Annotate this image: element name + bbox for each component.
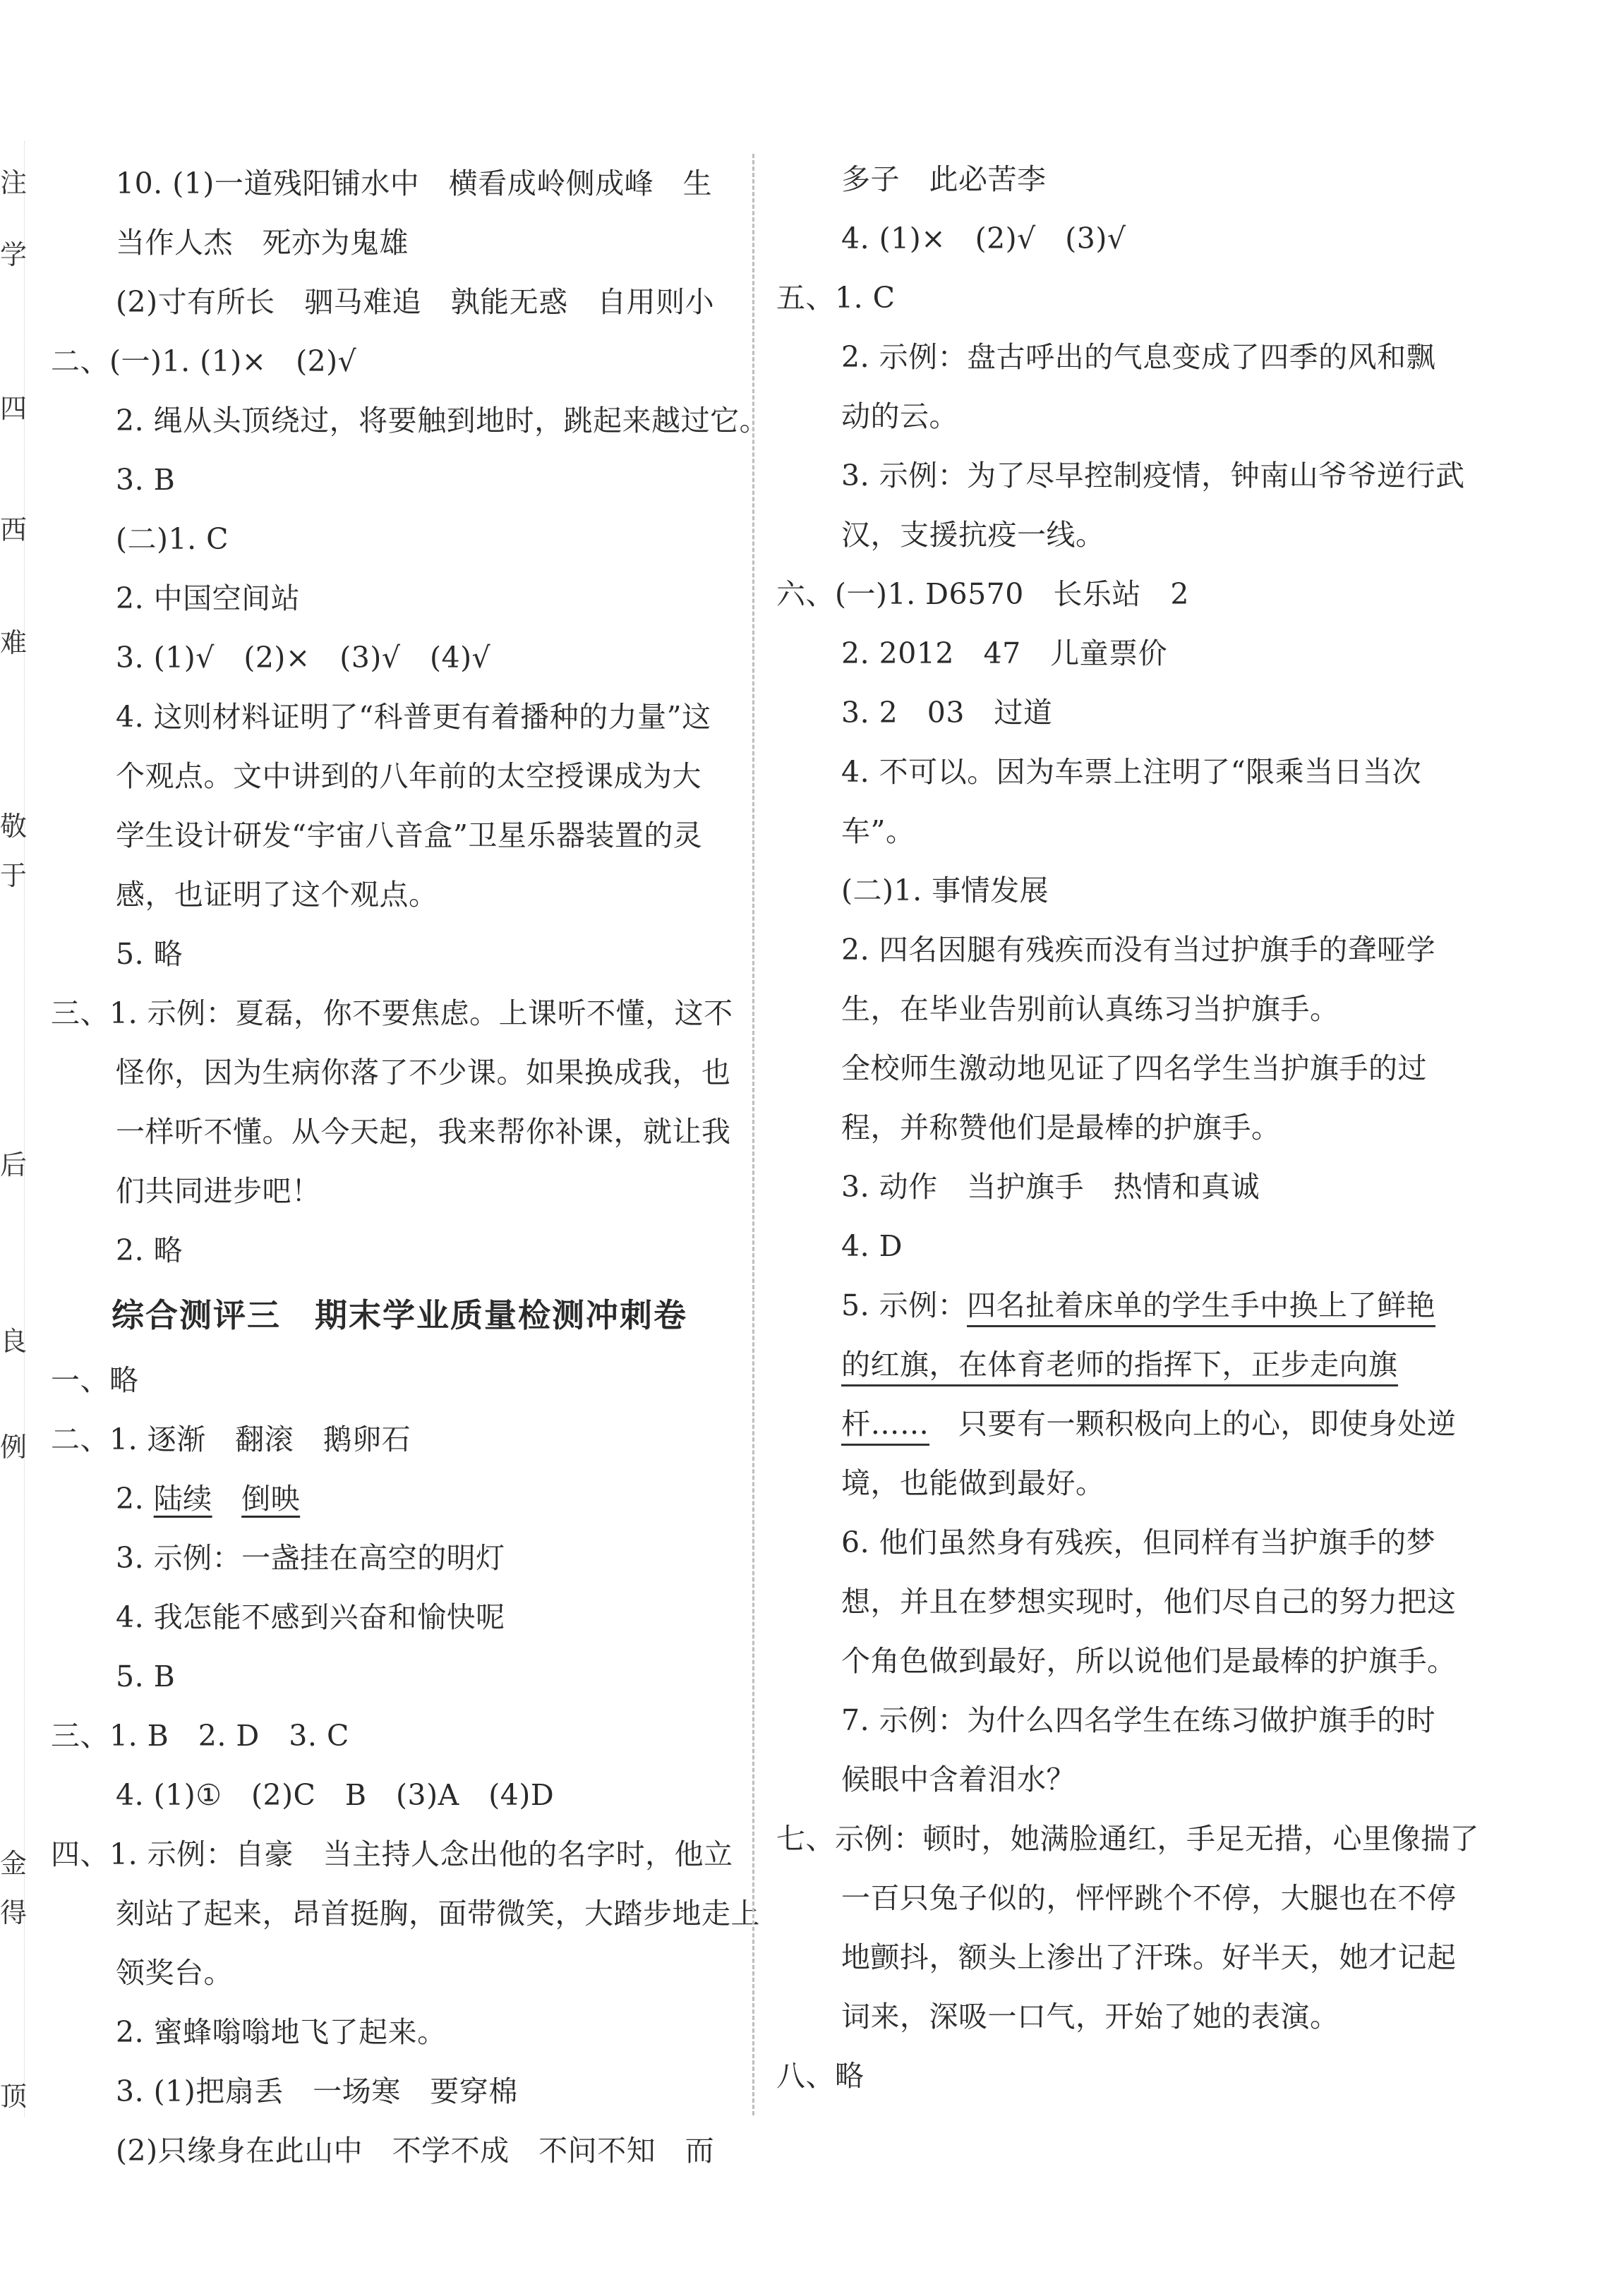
answer-line — [776, 1276, 1482, 1335]
line-text: 2. 略 — [116, 1233, 183, 1267]
margin-fragment: 例 — [0, 1432, 28, 1463]
margin-fragment: 顶 — [0, 2081, 28, 2112]
line-text: 想，并且在梦想实现时，他们尽自己的努力把这 — [841, 1585, 1457, 1619]
answer-line — [776, 1216, 1482, 1276]
answer-line — [51, 569, 749, 628]
line-text: 们共同进步吧！ — [116, 1174, 321, 1208]
margin-fragment: 良 — [0, 1326, 28, 1357]
answer-line — [776, 268, 1482, 327]
line-text: 动的云。 — [841, 399, 958, 433]
answer-line — [51, 391, 769, 450]
answer-line — [51, 1706, 749, 1765]
answer-line — [51, 450, 749, 509]
answer-line — [776, 742, 1482, 802]
line-text: 3. 动作 当护旗手 热情和真诚 — [841, 1170, 1260, 1204]
line-text — [212, 1482, 242, 1516]
line-text: 2. 四名因腿有残疾而没有当过护旗手的聋哑学 — [841, 933, 1436, 967]
line-text: 怪你，因为生病你落了不少课。如果换成我，也 — [116, 1056, 731, 1089]
answer-line — [776, 1750, 1482, 1809]
line-text: 2. — [116, 1482, 154, 1516]
answer-line — [51, 1943, 749, 2002]
answer-line — [51, 1765, 749, 1825]
line-text: 3. 示例：一盏挂在高空的明灯 — [116, 1541, 505, 1575]
answer-line — [776, 683, 1482, 742]
line-text: 四、1. 示例：自豪 当主持人念出他的名字时，他立 — [51, 1837, 733, 1871]
margin-fragment: 得 — [0, 1897, 28, 1928]
line-text: 2. 蜜蜂嗡嗡地飞了起来。 — [116, 2015, 447, 2049]
answer-line — [51, 1161, 749, 1221]
line-text: 领奖台。 — [116, 1956, 233, 1990]
answer-line — [776, 1157, 1482, 1216]
answer-line — [776, 327, 1482, 387]
answer-line — [776, 1335, 1482, 1394]
line-text: 感，也证明了这个观点。 — [116, 878, 438, 912]
answer-line — [776, 920, 1482, 979]
line-text: 生，在毕业告别前认真练习当护旗手。 — [841, 992, 1339, 1026]
line-text: 车”。 — [841, 814, 915, 848]
line-text: 一样听不懂。从今天起，我来帮你补课，就让我 — [116, 1115, 731, 1149]
line-text: 学生设计研发“宇宙八音盒”卫星乐器装置的灵 — [116, 818, 703, 852]
answer-line — [51, 272, 749, 332]
answer-line — [51, 1469, 749, 1528]
line-text: 4. 不可以。因为车票上注明了“限乘当日当次 — [841, 755, 1422, 789]
line-text: 10. (1)一道残阳铺水中 横看成岭侧成峰 生 — [116, 167, 713, 200]
right-column — [776, 150, 1482, 2105]
margin-fragment: 难 — [0, 627, 28, 658]
margin-fragment: 四 — [0, 393, 28, 424]
answer-line — [51, 213, 749, 272]
line-text: 2. 2012 47 儿童票价 — [841, 636, 1168, 670]
answer-line — [51, 509, 749, 569]
line-text: 刻站了起来，昂首挺胸，面带微笑，大踏步地走上 — [116, 1897, 760, 1931]
answer-line — [51, 1410, 749, 1469]
answer-line — [776, 1513, 1482, 1572]
margin-fragment: 于 — [0, 860, 28, 891]
answer-line — [776, 2046, 1482, 2105]
answer-line — [51, 924, 749, 984]
line-text: 境，也能做到最好。 — [841, 1466, 1105, 1500]
line-text: 3. (1)把扇丢 一场寒 要穿棉 — [116, 2074, 518, 2108]
line-text: 全校师生激动地见证了四名学生当护旗手的过 — [841, 1051, 1427, 1085]
answer-line — [51, 984, 749, 1043]
answer-line — [776, 1098, 1482, 1157]
line-text: 3. 2 03 过道 — [841, 696, 1053, 730]
line-text: 多子 此必苦李 — [841, 162, 1047, 196]
line-text: 个观点。文中讲到的八年前的太空授课成为大 — [116, 759, 701, 793]
answer-line — [776, 446, 1482, 505]
margin-fragment: 学 — [0, 239, 28, 270]
line-text: 2. 示例：盘古呼出的气息变成了四季的风和飘 — [841, 340, 1436, 374]
answer-line — [51, 806, 749, 865]
answer-line — [51, 2121, 749, 2180]
line-text: 候眼中含着泪水？ — [841, 1763, 1076, 1796]
answer-line — [51, 2002, 749, 2062]
answer-line — [51, 687, 749, 747]
answer-line — [51, 1528, 749, 1588]
line-text: 五、1. C — [776, 281, 896, 315]
line-text: 一百只兔子似的，怦怦跳个不停，大腿也在不停 — [841, 1881, 1457, 1915]
answer-line — [51, 865, 749, 924]
line-text: 3. 示例：为了尽早控制疫情，钟南山爷爷逆行武 — [841, 459, 1465, 493]
answer-line — [776, 505, 1482, 564]
line-text: 4. D — [841, 1229, 903, 1263]
answer-line — [776, 1928, 1482, 1987]
answer-line — [51, 1647, 749, 1706]
answer-line — [51, 154, 749, 213]
answer-line — [776, 1454, 1482, 1513]
underlined-word: 倒映 — [241, 1482, 301, 1516]
margin-fragment: 西 — [0, 514, 28, 545]
answer-line — [776, 387, 1482, 446]
line-text: 2. 绳从头顶绕过，将要触到地时，跳起来越过它。 — [116, 404, 769, 437]
line-text: 一、略 — [51, 1363, 139, 1397]
answer-line — [51, 1825, 749, 1884]
answer-line — [776, 979, 1482, 1039]
binding-margin — [0, 141, 28, 2117]
answer-line — [776, 861, 1482, 920]
line-text: 4. (1)× (2)√ (3)√ — [841, 222, 1126, 255]
underlined-text: 的红旗，在体育老师的指挥下，正步走向旗 — [841, 1348, 1398, 1386]
line-text: 5. 示例： — [841, 1288, 968, 1322]
section-heading: 综合测评三 期末学业质量检测冲刺卷 — [112, 1296, 687, 1334]
line-text: 二、(一)1. (1)× (2)√ — [51, 344, 357, 378]
answer-line — [51, 2062, 749, 2121]
line-text: (2)寸有所长 驷马难追 孰能无惑 自用则小 — [116, 285, 715, 319]
answer-line — [51, 1221, 749, 1280]
answer-line — [776, 150, 1482, 209]
line-text: 二、1. 逐渐 翻滚 鹅卵石 — [51, 1422, 411, 1456]
line-text: 2. 中国空间站 — [116, 581, 301, 615]
line-text: 4. (1)① (2)C B (3)A (4)D — [116, 1778, 555, 1812]
line-text: 3. B — [116, 463, 176, 497]
underlined-word: 陆续 — [153, 1482, 212, 1516]
answer-line — [776, 1631, 1482, 1691]
answer-line — [51, 1102, 749, 1161]
line-text: 词来，深吸一口气，开始了她的表演。 — [841, 2000, 1339, 2034]
line-text: 地颤抖，额头上渗出了汗珠。好半天，她才记起 — [841, 1940, 1457, 1974]
answer-line — [51, 1351, 749, 1410]
line-text: 7. 示例：为什么四名学生在练习做护旗手的时 — [841, 1703, 1436, 1737]
line-text: 汉，支援抗疫一线。 — [841, 518, 1105, 552]
margin-fragment: 注 — [0, 167, 28, 198]
answer-line — [776, 1039, 1482, 1098]
answer-line — [776, 1394, 1482, 1454]
line-text: 3. (1)√ (2)× (3)√ (4)√ — [116, 641, 491, 675]
answer-line — [776, 1987, 1482, 2046]
answer-line — [51, 1884, 760, 1943]
margin-fragment: 金 — [0, 1848, 28, 1879]
line-text: 七、示例：顿时，她满脸通红，手足无措，心里像揣了 — [776, 1822, 1479, 1856]
answer-line — [51, 1588, 749, 1647]
line-text: 4. 这则材料证明了“科普更有着播种的力量”这 — [116, 700, 711, 734]
column-divider — [752, 154, 754, 2115]
answer-line — [776, 1809, 1482, 1868]
underlined-text: 杆…… — [841, 1407, 929, 1446]
answer-line — [776, 564, 1482, 624]
answer-line — [776, 1691, 1482, 1750]
answer-line — [51, 332, 749, 391]
answer-line — [51, 747, 749, 806]
line-text: 程，并称赞他们是最棒的护旗手。 — [841, 1111, 1281, 1144]
margin-fragment: 后 — [0, 1149, 28, 1180]
line-text: 三、1. B 2. D 3. C — [51, 1719, 349, 1753]
line-text: 5. 略 — [116, 937, 183, 971]
answer-line — [776, 1868, 1482, 1928]
underlined-text: 四名扯着床单的学生手中换上了鲜艳 — [967, 1288, 1435, 1327]
line-text: 三、1. 示例：夏磊，你不要焦虑。上课听不懂，这不 — [51, 996, 733, 1030]
line-text: 5. B — [116, 1660, 176, 1693]
line-text: 六、(一)1. D6570 长乐站 2 — [776, 577, 1189, 611]
left-column — [51, 154, 769, 2180]
margin-fragment: 敬 — [0, 811, 28, 842]
answer-line — [51, 1043, 749, 1102]
answer-line — [776, 802, 1482, 861]
line-text: 个角色做到最好，所以说他们是最棒的护旗手。 — [841, 1644, 1457, 1678]
line-text: (二)1. C — [116, 522, 229, 556]
answer-line — [51, 628, 749, 687]
line-text: 4. 我怎能不感到兴奋和愉快呢 — [116, 1600, 505, 1634]
answer-line — [776, 209, 1482, 268]
line-text: (2)只缘身在此山中 不学不成 不问不知 而 — [116, 2134, 715, 2168]
answer-line — [776, 1572, 1482, 1631]
line-text: 八、略 — [776, 2059, 865, 2093]
line-text: 6. 他们虽然身有残疾，但同样有当护旗手的梦 — [841, 1525, 1436, 1559]
line-text: (二)1. 事情发展 — [841, 874, 1049, 907]
line-text: 当作人杰 死亦为鬼雄 — [116, 226, 409, 260]
answer-line — [776, 624, 1482, 683]
line-text-after: 只要有一颗积极向上的心，即使身处逆 — [929, 1407, 1457, 1441]
